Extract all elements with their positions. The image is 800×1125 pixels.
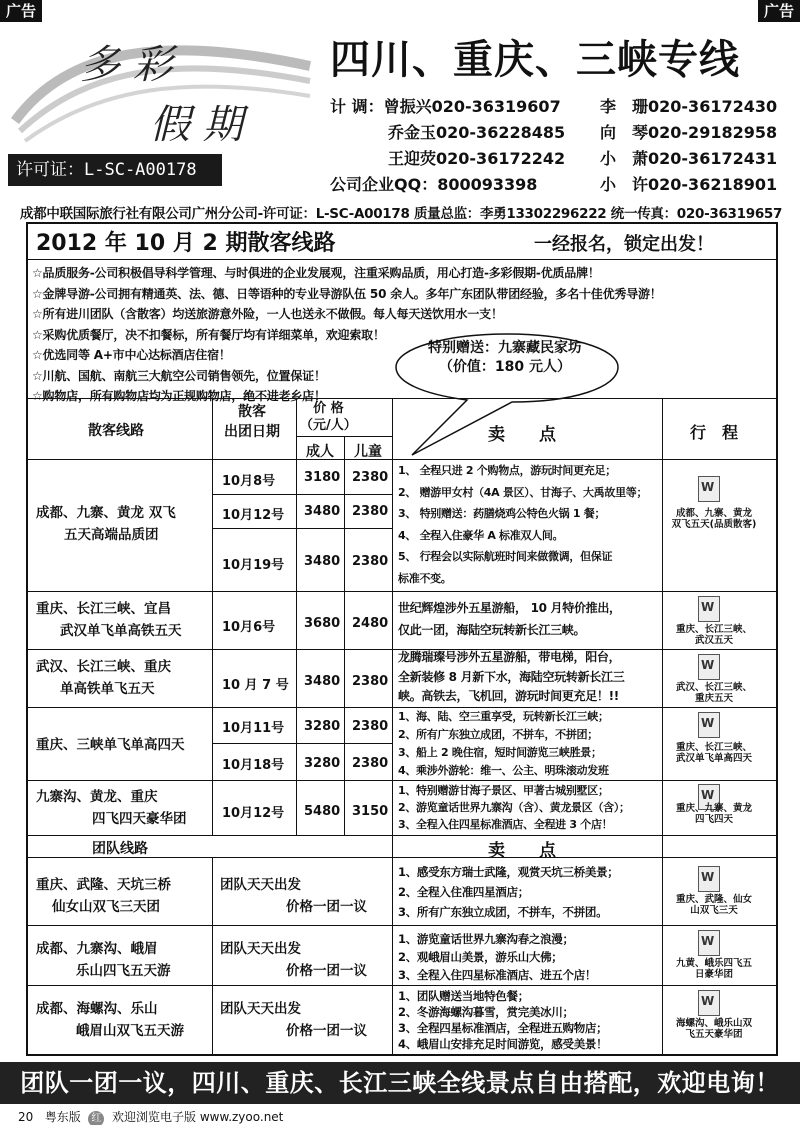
contact-name: 小 萧 [600,149,649,168]
bullet-item: ☆金牌导游-公司拥有精通英、法、德、日等语种的专业导游队伍 50 余人。多年广东团队带团经验，多名十佳优秀导游！ [32,286,662,301]
depart-date: 10月18号 [222,758,285,773]
child-price: 2380 [352,719,389,734]
adult-price: 3180 [304,470,341,485]
word-doc-icon[interactable] [698,990,720,1016]
adult-price: 3480 [304,504,341,519]
itinerary-link[interactable]: 武汉、长江三峡、 重庆五天 [675,682,752,704]
contact-r3 [600,146,777,169]
ad-tag-left: 广告 [0,0,42,22]
depart-date: 10月6号 [222,620,276,635]
bubble-line-2: （价值：180 元人） [438,359,572,375]
edition-label: 粤东版 [44,1110,81,1124]
bullet-item: ☆采购优质餐厅，决不扣餐标，所有餐厅均有详细菜单，欢迎索取！ [32,327,385,342]
word-doc-icon[interactable] [698,476,720,502]
route-name: 重庆、长江三峡、宜昌 武汉单飞单高铁五天 [36,601,182,639]
team-routes-heading: 团队线路 [92,841,148,857]
child-price: 2380 [352,470,389,485]
itinerary-link[interactable]: 重庆、长江三峡、 武汉单飞单高四天 [675,742,752,764]
footer-url[interactable]: 欢迎浏览电子版 www.zyoo.net [112,1110,284,1124]
adult-price: 5480 [304,804,341,819]
depart-date: 10月8号 [222,474,276,489]
contact-r2 [600,120,777,143]
itinerary-link[interactable]: 重庆、长江三峡、 武汉五天 [675,624,752,646]
brand-logo [10,26,315,154]
contact-name: 小 许 [600,175,649,194]
selling-points: 1、游览童话世界九寨沟春之浪漫； 2、观峨眉山美景，游乐山大佛； 3、全程入住四星标准酒店、进五个店！ [398,932,597,982]
bullet-item: ☆购物店，所有购物店均为正规购物店，绝不进老乡店！ [32,389,326,403]
bubble-text [410,339,600,377]
contact-phone: 020-36218901 [648,175,778,194]
depart-date: 10月12号 [222,806,285,821]
word-doc-icon[interactable] [698,866,720,892]
company-line: 成都中联国际旅行社有限公司广州分公司-许可证：L-SC-A00178 质量总监：李勇13302296222 统一传真：020-36319657 [20,206,783,222]
itinerary-link[interactable]: 成都、九寨、黄龙 双飞五天(品质散客) [671,508,757,530]
page-title: 四川、重庆、三峡专线 [330,37,740,83]
contact-name: 向 琴 [600,123,649,142]
itinerary-link[interactable]: 重庆、武隆、仙女 山双飞三天 [675,894,752,916]
word-doc-icon[interactable] [698,596,720,622]
footer [18,1108,283,1125]
selling-points: 1、团队赠送当地特色餐； 2、冬游海螺沟暮雪，赏完美冰川； 3、全程四星标准酒店，全程进五购物店； 4、峨眉山安排充足时间游览，感受美景！ [398,989,608,1051]
route-name: 重庆、三峡单飞单高四天 [36,737,185,753]
adult-price: 3280 [304,756,341,771]
page-number: 20 [18,1110,34,1124]
team-departure: 团队天天出发 价格一团一议 [220,1001,367,1039]
company-qq [330,172,537,195]
team-departure: 团队天天出发 价格一团一议 [220,941,367,979]
permit-label: 许可证：L-SC-A00178 [8,154,222,186]
contact-r1 [600,94,777,117]
contact-phone: 020-29182958 [648,123,778,142]
selling-points: 龙腾瑞璨号涉外五星游船，带电梯，阳台， 全新装修 8 月新下水，海陆空玩转新长江三 峡。高铁去，飞机回，游玩时间更充足！!! [398,650,625,703]
selling-points: 1、海、陆、空三重享受，玩转新长江三峡； 2、所有广东独立成团，不拼车，不拼团； 3、船上 2 晚住宿，短时间游览三峡胜景； 4、乘涉外游轮：维一、公主、明珠滚动发班 [398,710,609,777]
col-price: 价 格 （元/人） [300,401,357,433]
contact-phone: 800093398 [437,175,538,194]
contact-label: 公司企业QQ： [330,175,438,194]
child-price: 2380 [352,674,389,689]
child-price: 2480 [352,616,389,631]
contact-name: 乔金玉 [388,123,437,142]
adult-price: 3480 [304,674,341,689]
col-points: 卖 点 [488,425,556,445]
team-departure: 团队天天出发 价格一团一议 [220,877,367,915]
route-name: 九寨沟、黄龙、重庆 四飞四天豪华团 [36,789,187,827]
header-title: 2012 年 10 月 2 期散客线路 [36,231,336,256]
col-date: 散客 出团日期 [224,404,280,440]
col-child: 儿童 [354,444,382,460]
col-adult: 成人 [306,444,334,460]
contact-phone: 020-36319607 [431,97,561,116]
contact-2 [388,120,565,143]
adult-price: 3280 [304,719,341,734]
word-doc-icon[interactable] [698,712,720,738]
brand-text-bottom: 假 期 [150,102,243,148]
itinerary-link[interactable]: 九黄、峨乐四飞五 日豪华团 [675,958,752,980]
contact-phone: 020-36172430 [648,97,778,116]
contact-phone: 020-36228485 [436,123,566,142]
depart-date: 10 月 7 号 [222,678,289,693]
contact-1 [330,94,561,117]
team-route-name: 重庆、武隆、天坑三桥 仙女山双飞三天团 [36,877,171,915]
selling-points: 1、特别赠游甘海子景区、甲著古城别墅区； 2、游览童话世界九寨沟（含）、黄龙景区（含）； 3、全程入住四星标准酒店、全程进 3 个店！ [398,784,630,831]
edition-badge: 红 [88,1111,104,1125]
header-slogan: 一经报名，锁定出发！ [534,234,714,255]
bullet-item: ☆品质服务-公司积极倡导科学管理、与时俱进的企业发展观，注重采购品质，用心打造-多彩假期-优质品牌！ [32,266,600,280]
itinerary-link[interactable]: 海螺沟、峨乐山双 飞五天豪华团 [675,1018,752,1040]
adult-price: 3480 [304,554,341,569]
child-price: 2380 [352,554,389,569]
contact-phone: 020-36172242 [436,149,566,168]
bottom-banner: 团队一团一议，四川、重庆、长江三峡全线景点自由搭配，欢迎电询！ [0,1062,800,1104]
bullet-item: ☆川航、国航、南航三大航空公司销售领先，位置保证！ [32,368,326,383]
contact-label: 计 调： [330,97,384,116]
contact-name: 曾振兴 [383,97,432,116]
child-price: 2380 [352,756,389,771]
selling-points: 1、感受东方瑞士武隆，观赏天坑三桥美景； 2、全程入住准四星酒店； 3、所有广东独立成团，不拼车，不拼团。 [398,865,619,919]
bubble-line-1: 特别赠送：九寨藏民家坊 [428,340,582,356]
child-price: 2380 [352,504,389,519]
contact-name: 李 珊 [600,97,649,116]
team-route-name: 成都、海螺沟、乐山 峨眉山双飞五天游 [36,1001,184,1039]
contact-3 [388,146,565,169]
bullet-item: ☆所有进川团队（含散客）均送旅游意外险，一人也送永不做假。每人每天送饮用水一支！ [32,307,503,321]
depart-date: 10月19号 [222,558,285,573]
col-itinerary: 行 程 [690,423,739,442]
selling-points: 1、 全程只进 2 个购物点，游玩时间更充足； 2、 赠游甲女村（4A 景区）、甘海子、大禹故里等； 3、 特别赠送：药膳烧鸡公特色火锅 1 餐； 4、 全程入住豪华 A 标准双人间。 5、 行程会以实际航班时间来做微调，但保证 标准不变。 [398,464,648,585]
route-name: 成都、九寨、黄龙 双飞 五天高端品质团 [36,505,176,543]
word-doc-icon[interactable] [698,930,720,956]
adult-price: 3680 [304,616,341,631]
bullet-item: ☆优选同等 A+市中心达标酒店住宿！ [32,348,231,362]
itinerary-link[interactable]: 重庆、九寨、黄龙 四飞四天 [675,803,752,825]
table-top-line [28,398,776,399]
contact-r4 [600,172,777,195]
depart-date: 10月11号 [222,721,285,736]
team-route-name: 成都、九寨沟、峨眉 乐山四飞五天游 [36,941,171,979]
team-points-heading: 卖 点 [488,841,556,861]
word-doc-icon[interactable] [698,654,720,680]
selling-points: 世纪辉煌涉外五星游船， 10 月特价推出， 仅此一团，海陆空玩转新长江三峡。 [398,601,621,637]
depart-date: 10月12号 [222,508,285,523]
route-name: 武汉、长江三峡、重庆 单高铁单飞五天 [36,659,171,697]
child-price: 3150 [352,804,389,819]
contact-phone: 020-36172431 [648,149,778,168]
col-route: 散客线路 [88,423,144,439]
brand-text-top: 多 彩 [80,42,173,88]
contact-name: 王迎荧 [388,149,437,168]
ad-tag-right: 广告 [758,0,800,22]
